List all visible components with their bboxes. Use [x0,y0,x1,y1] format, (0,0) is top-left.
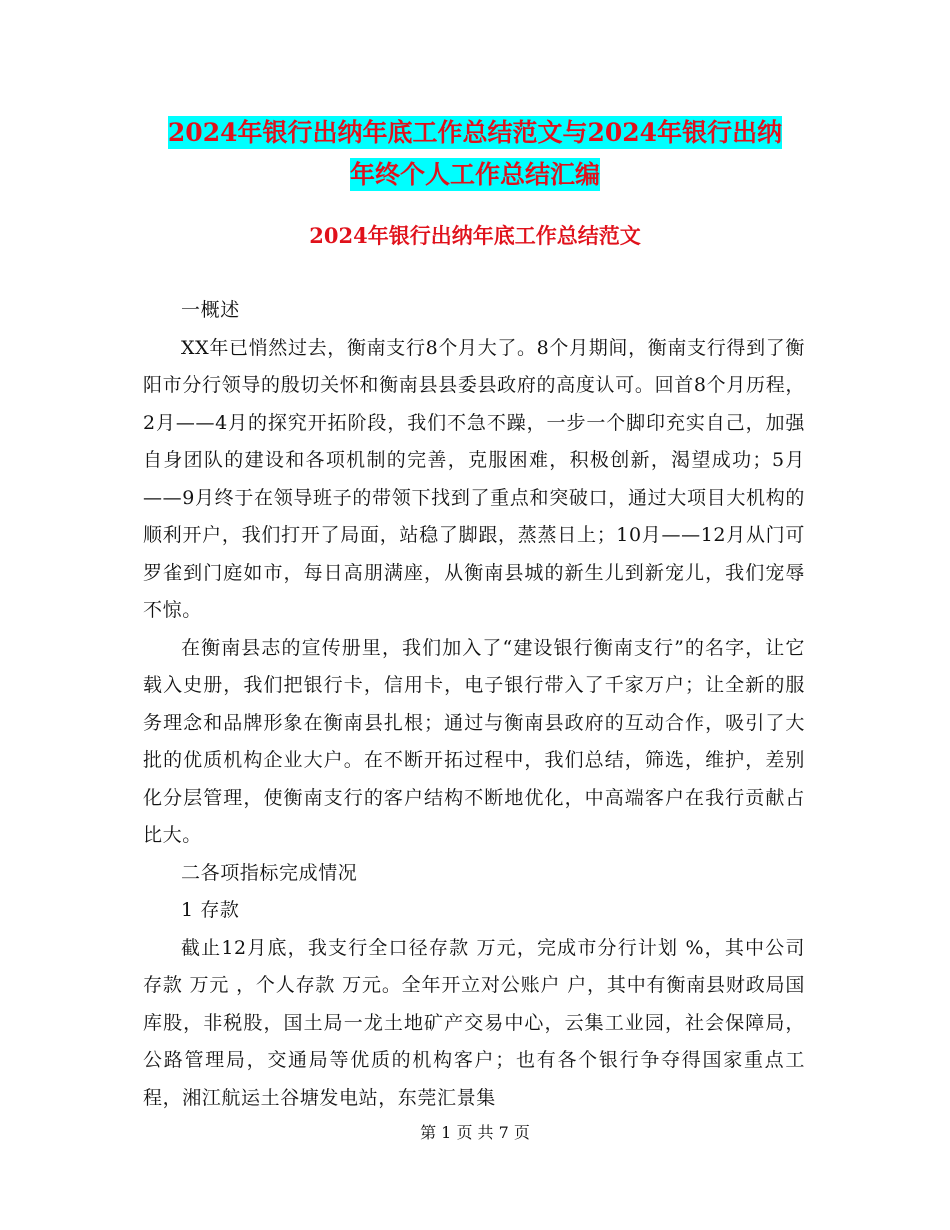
heading-overview: 一概述 [181,299,240,321]
paragraph-deposits: 截止12月底，我支行全口径存款 万元，完成市分行计划 %，其中公司存款 万元 ，个人存款 万元。全年开立对公账户 户，其中有衡南县财政局国库股，非税股，国土局一龙土地矿产交易中心，云集工业园，社会保障局，公路管理局，交通局等优质的机构客户；也有各个银行争夺得国家重点工程，湘江航运土谷塘发电站，东莞汇景集 [143,936,805,1109]
paragraph-overview-2: 在衡南县志的宣传册里，我们加入了“建设银行衡南支行”的名字，让它载入史册，我们把银行卡，信用卡，电子银行带入了千家万户；让全新的服务理念和品牌形象在衡南县扎根；通过与衡南县政府的互动合作，吸引了大批的优质机构企业大户。在不断开拓过程中，我们总结，筛选，维护，差别化分层管理，使衡南支行的客户结构不断地优化，中高端客户在我行贡献占比大。 [143,636,805,846]
paragraph-overview-1: XX年已悄然过去，衡南支行8个月大了。8个月期间，衡南支行得到了衡阳市分行领导的殷切关怀和衡南县县委县政府的高度认可。回首8个月历程，2月——4月的探究开拓阶段，我们不急不躁，一步一个脚印充实自己，加强自身团队的建设和各项机制的完善，克服困难，积极创新，渴望成功；5月——9月终于在领导班子的带领下找到了重点和突破口，通过大项目大机构的顺利开户，我们打开了局面，站稳了脚跟，蒸蒸日上；10月——12月从门可罗雀到门庭如市，每日高朋满座，从衡南县城的新生儿到新宠儿，我们宠辱不惊。 [143,336,805,621]
document-title-line-1: 2024年银行出纳年底工作总结范文与2024年银行出纳 [167,118,783,147]
page-footer: 第 1 页 共 7 页 [420,1123,530,1142]
heading-deposits: 1 存款 [181,899,240,921]
document-title-line-2: 年终个人工作总结汇编 [349,160,600,189]
document-body [143,292,805,1117]
document-title [0,112,950,196]
section-title: 2024年银行出纳年底工作总结范文 [309,223,641,248]
heading-indicators: 二各项指标完成情况 [181,861,358,884]
